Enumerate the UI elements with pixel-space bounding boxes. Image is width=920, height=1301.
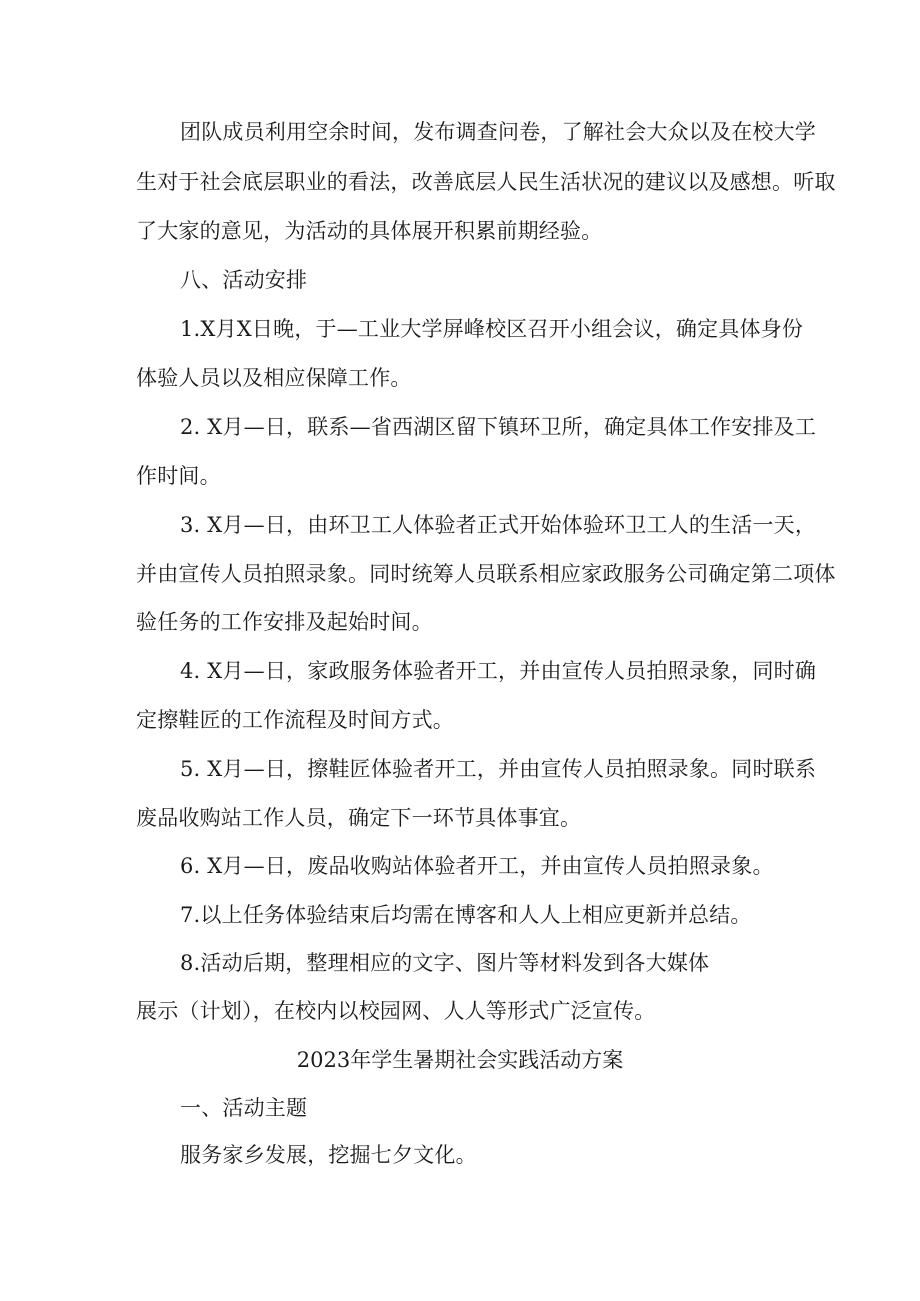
paragraph-line: 了大家的意见，为活动的具体展开积累前期经验。: [136, 219, 603, 243]
list-item-line: 2. X月—日，联系—省西湖区留下镇环卫所，确定具体工作安排及工: [180, 415, 817, 439]
paragraph-line: 服务家乡发展，挖掘七夕文化。: [180, 1143, 477, 1167]
list-item-line: 1.X月X日晚，于—工业大学屏峰校区召开小组会议，确定具体身份: [180, 317, 804, 341]
list-item-line: 体验人员以及相应保障工作。: [136, 366, 412, 390]
section-heading: 八、活动安排: [180, 268, 308, 292]
list-item-line: 3. X月—日，由环卫工人体验者正式开始体验环卫工人的生活一天，: [180, 513, 817, 537]
list-item-line: 废品收购站工作人员，确定下一环节具体事宜。: [136, 806, 582, 830]
paragraph-line: 团队成员利用空余时间，发布调查问卷，了解社会大众以及在校大学: [180, 120, 816, 144]
list-item-line: 作时间。: [136, 464, 221, 488]
list-item-line: 7.以上任务体验结束后均需在博客和人人上相应更新并总结。: [180, 903, 752, 927]
list-item-line: 4. X月—日，家政服务体验者开工，并由宣传人员拍照录象，同时确: [180, 659, 817, 683]
list-item-line: 5. X月—日，擦鞋匠体验者开工，并由宣传人员拍照录象。同时联系: [180, 757, 817, 781]
section-heading: 一、活动主题: [180, 1096, 308, 1120]
list-item-line: 并由宣传人员拍照录象。同时统筹人员联系相应家政服务公司确定第二项体: [136, 562, 836, 586]
list-item-line: 验任务的工作安排及起始时间。: [136, 610, 433, 634]
list-item-line: 8.活动后期，整理相应的文字、图片等材料发到各大媒体: [180, 951, 710, 975]
document-title: 2023年学生暑期社会实践活动方案: [296, 1048, 624, 1072]
list-item-line: 6. X月—日，废品收购站体验者开工，并由宣传人员拍照录象。: [180, 854, 774, 878]
list-item-line: 展示（计划），在校内以校园网、人人等形式广泛宣传。: [136, 999, 656, 1023]
paragraph-line: 生对于社会底层职业的看法，改善底层人民生活状况的建议以及感想。听取: [136, 170, 836, 194]
list-item-line: 定擦鞋匠的工作流程及时间方式。: [136, 708, 454, 732]
